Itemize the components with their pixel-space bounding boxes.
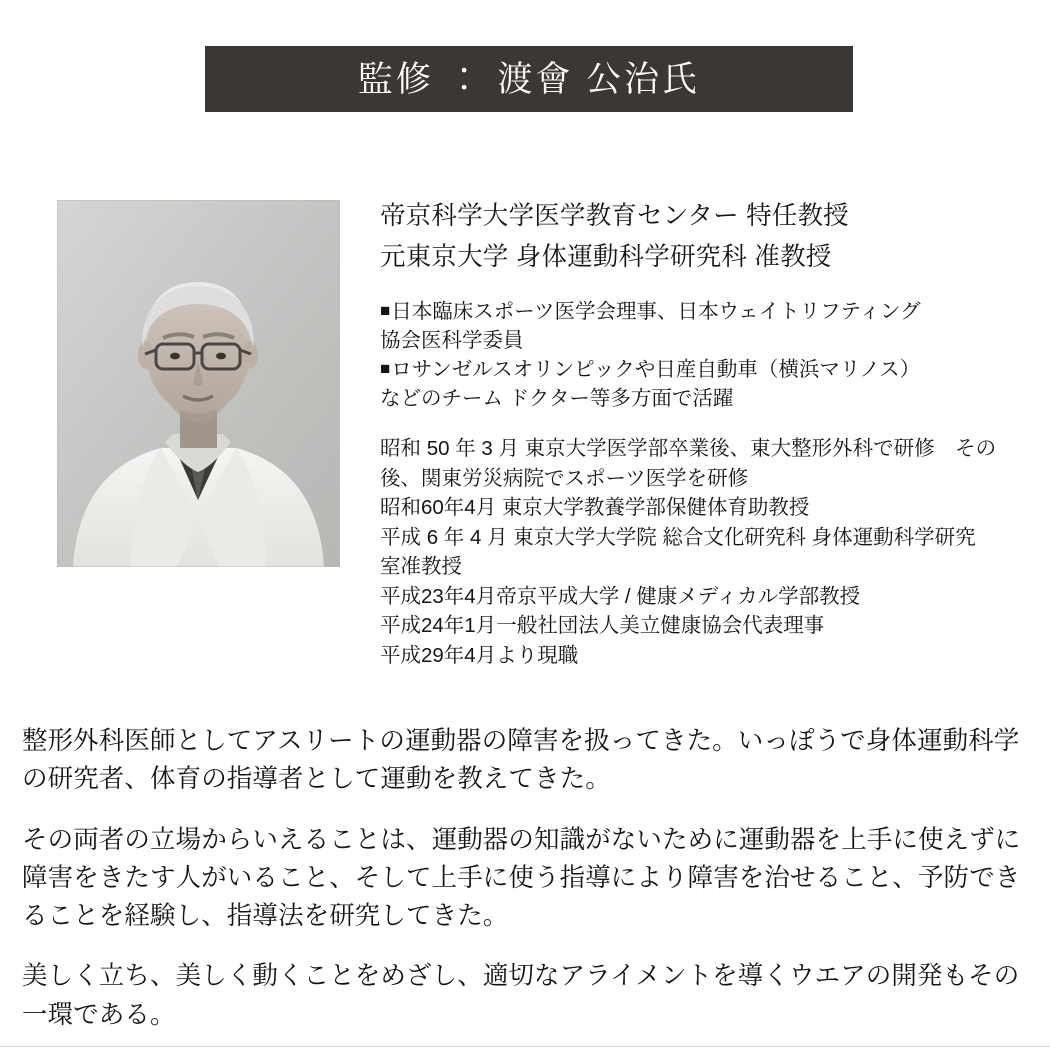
history-line-2: 後、関東労災病院でスポーツ医学を研修 [380, 466, 749, 490]
headline-line-2: 元東京大学 身体運動科学研究科 准教授 [380, 243, 832, 272]
profile-headline [380, 196, 1000, 279]
profile-history [380, 434, 1000, 670]
headline-line-1: 帝京科学大学医学教育センター 特任教授 [380, 202, 849, 230]
membership-line-3: ■ ロサンゼルスオリンピックや日産自動車（横浜マリノス） [380, 355, 1000, 384]
membership-line-4: などのチーム ドクター等多方面で活躍 [380, 386, 734, 410]
history-line-8: 平成29年4月より現職 [380, 643, 579, 667]
portrait-illustration [57, 200, 340, 567]
page-title: 監修 ： 渡會 公治氏 [357, 59, 701, 99]
profile-memberships [380, 297, 1000, 413]
profile-details [380, 196, 1000, 670]
history-line-3: 昭和60年4月 東京大学教養学部保健体育助教授 [380, 496, 810, 520]
history-line-4: 平成 6 年 4 月 東京大学大学院 総合文化研究科 身体運動科学研究 [380, 525, 976, 549]
history-line-6: 平成23年4月帝京平成大学 / 健康メディカル学部教授 [380, 584, 861, 608]
history-line-1: 昭和 50 年 3 月 東京大学医学部卒業後、東大整形外科で研修 その [380, 437, 997, 461]
history-line-7: 平成24年1月一般社団法人美立健康協会代表理事 [380, 614, 825, 638]
title-banner [205, 46, 853, 112]
body-paragraph-3: 美しく立ち、美しく動くことをめざし、適切なアライメントを導くウエアの開発もその一環である。 [22, 961, 1020, 1029]
portrait-photo [57, 200, 340, 567]
body-paragraph-2: その両者の立場からいえることは、運動器の知識がないために運動器を上手に使えずに障害をきたす人がいること、そして上手に使う指導により障害を治せること、予防できることを経験し、指導法を研究してきた。 [22, 824, 1021, 930]
membership-line-1: ■ 日本臨床スポーツ医学会理事、日本ウェイトリフティング [380, 297, 1000, 326]
membership-line-2: 協会医科学委員 [380, 328, 524, 352]
history-line-5: 室准教授 [380, 555, 462, 579]
bottom-divider [0, 1046, 1050, 1047]
body-copy [22, 722, 1032, 1034]
body-paragraph-1: 整形外科医師としてアスリートの運動器の障害を扱ってきた。いっぽうで身体運動科学の研究者、体育の指導者として運動を教えてきた。 [22, 726, 1020, 794]
